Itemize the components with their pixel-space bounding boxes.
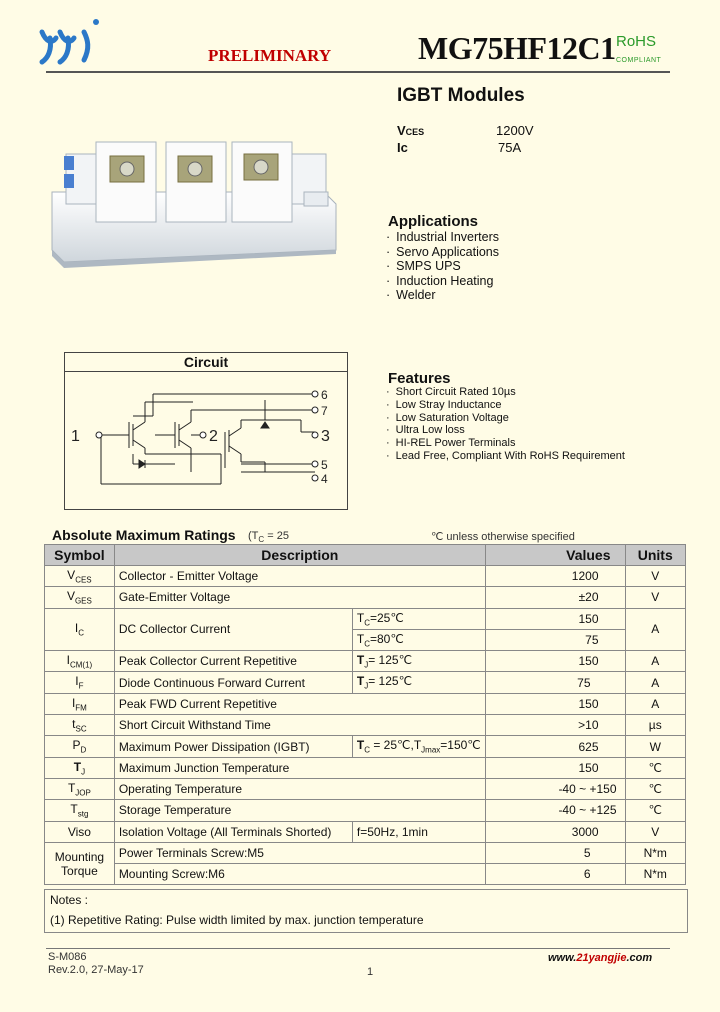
note-item: (1) Repetitive Rating: Pulse width limited by max. junction temperature [50, 913, 424, 927]
description-cell: Short Circuit Withstand Time [114, 715, 485, 736]
applications-list [386, 230, 499, 303]
unit-cell: A [625, 608, 686, 651]
doc-code: S-M086 [48, 951, 87, 963]
condition-cell: f=50Hz, 1min [352, 821, 485, 842]
pin-6-label: 6 [321, 388, 328, 402]
description-cell: DC Collector Current [114, 608, 352, 651]
value-cell: 1200 [485, 566, 625, 587]
pin-3-label: 3 [321, 428, 330, 445]
symbol-cell: $T_J$ [45, 757, 115, 778]
spec-ic-symbol: Ic [397, 140, 408, 155]
list-item: · Industrial Inverters [386, 230, 499, 245]
notes-box [44, 889, 688, 933]
symbol-cell: $I_F$ [45, 672, 115, 693]
list-item: · Ultra Low loss [386, 424, 625, 437]
value-cell: 75 [485, 672, 625, 693]
value-cell: 625 [485, 736, 625, 757]
ratings-condition: ($T_C = 25$ [248, 530, 289, 545]
value-cell: 150 [485, 693, 625, 714]
header-divider [46, 71, 670, 73]
condition-cell: $T_J=$ 125℃ [352, 672, 485, 693]
value-cell: 150 [485, 651, 625, 672]
value-cell: 150 [485, 757, 625, 778]
description-cell: Maximum Junction Temperature [114, 757, 485, 778]
symbol-cell: $T_{JOP}$ [45, 778, 115, 799]
pin-2-label: 2 [209, 428, 218, 445]
circuit-title: Circuit [65, 353, 347, 372]
list-item: · Low Saturation Voltage [386, 412, 625, 425]
pin-7-label: 7 [321, 404, 328, 418]
description-cell: Diode Continuous Forward Current [114, 672, 352, 693]
list-item: · SMPS UPS [386, 259, 499, 274]
value-cell: 6 [485, 864, 625, 885]
list-item: · Low Stray Inductance [386, 399, 625, 412]
pin-4-label: 4 [321, 472, 328, 486]
unit-cell: A [625, 693, 686, 714]
preliminary-label: PRELIMINARY [208, 46, 332, 65]
unit-cell: ℃ [625, 757, 686, 778]
col-description: Description [114, 545, 485, 566]
rohs-mark: RoHS [616, 33, 657, 50]
table-row [45, 715, 686, 736]
pin-1-label: 1 [71, 428, 80, 445]
list-item: · Servo Applications [386, 245, 499, 260]
description-cell: Peak FWD Current Repetitive [114, 693, 485, 714]
value-cell: 5 [485, 842, 625, 863]
table-row [45, 842, 686, 863]
list-item: · Lead Free, Compliant With RoHS Requirement [386, 450, 625, 463]
unit-cell: N*m [625, 864, 686, 885]
page-number: 1 [367, 966, 374, 978]
value-cell: >10 [485, 715, 625, 736]
table-row [45, 693, 686, 714]
table-header-row [45, 545, 686, 566]
description-cell: Operating Temperature [114, 778, 485, 799]
features-title: Features [388, 370, 451, 387]
value-cell: -40 ~ +125 [485, 800, 625, 821]
description-cell: Mounting Screw:M6 [114, 864, 485, 885]
unit-cell: A [625, 651, 686, 672]
product-title: IGBT Modules [397, 85, 525, 106]
ratings-title: Absolute Maximum Ratings [52, 527, 236, 543]
circuit-diagram [65, 372, 347, 508]
unit-cell: µs [625, 715, 686, 736]
notes-title: Notes : [50, 893, 89, 907]
table-row [45, 757, 686, 778]
description-cell: Peak Collector Current Repetitive [114, 651, 352, 672]
spec-vces-value: 1200V [496, 123, 534, 138]
description-cell: Storage Temperature [114, 800, 485, 821]
condition-cell: $T_C$ = $25℃,T_{Jmax}=150℃$ [352, 736, 485, 757]
table-row [45, 821, 686, 842]
description-cell: Gate-Emitter Voltage [114, 587, 485, 608]
description-cell: Collector - Emitter Voltage [114, 566, 485, 587]
symbol-cell: $P_D$ [45, 736, 115, 757]
table-row [45, 800, 686, 821]
spec-vces-symbol: VCES [397, 123, 425, 138]
col-symbol: Symbol [45, 545, 115, 566]
website-link[interactable]: www.21yangjie.com [548, 952, 653, 964]
yangjie-logo [38, 18, 102, 66]
condition-cell: $T_C=25℃$ [352, 608, 485, 629]
table-row [45, 778, 686, 799]
table-row [45, 864, 686, 885]
list-item: · Welder [386, 288, 499, 303]
value-cell: 150 [485, 608, 625, 629]
ratings-table [44, 544, 686, 885]
unit-cell: V [625, 587, 686, 608]
table-row [45, 608, 686, 629]
table-row [45, 672, 686, 693]
unit-cell: V [625, 566, 686, 587]
symbol-cell: $t_{SC}$ [45, 715, 115, 736]
model-number: MG75HF12C1 [418, 30, 616, 66]
condition-cell: $T_C=80℃$ [352, 629, 485, 650]
list-item: · HI-REL Power Terminals [386, 437, 625, 450]
symbol-cell: $V_{CES}$ [45, 566, 115, 587]
footer-divider [46, 948, 670, 949]
list-item: · Short Circuit Rated 10µs [386, 386, 625, 399]
description-cell: Power Terminals Screw:M5 [114, 842, 485, 863]
ratings-condition-note: ℃ unless otherwise specified [431, 531, 575, 543]
unit-cell: ℃ [625, 778, 686, 799]
applications-title: Applications [388, 213, 479, 230]
list-item: · Induction Heating [386, 274, 499, 289]
col-values: Values [485, 545, 625, 566]
unit-cell: A [625, 672, 686, 693]
table-row [45, 651, 686, 672]
symbol-cell: Viso [45, 821, 115, 842]
value-cell: -40 ~ +150 [485, 778, 625, 799]
value-cell: 75 [485, 629, 625, 650]
symbol-cell: $I_C$ [45, 608, 115, 651]
module-photo [44, 122, 344, 272]
col-units: Units [625, 545, 686, 566]
unit-cell: W [625, 736, 686, 757]
symbol-cell: $T_{stg}$ [45, 800, 115, 821]
pin-5-label: 5 [321, 458, 328, 472]
symbol-cell: $I_{FM}$ [45, 693, 115, 714]
unit-cell: ℃ [625, 800, 686, 821]
circuit-box [64, 352, 348, 510]
condition-cell: $T_J=$ 125℃ [352, 651, 485, 672]
table-row [45, 566, 686, 587]
features-list [386, 386, 625, 463]
symbol-cell: $V_{GES}$ [45, 587, 115, 608]
unit-cell: V [625, 821, 686, 842]
symbol-cell: $I_{CM(1)}$ [45, 651, 115, 672]
revision: Rev.2.0, 27-May-17 [48, 964, 144, 976]
table-row [45, 587, 686, 608]
rohs-compliant: COMPLIANT [616, 57, 662, 64]
value-cell: ±20 [485, 587, 625, 608]
description-cell: Maximum Power Dissipation (IGBT) [114, 736, 352, 757]
symbol-cell: Mounting Torque [45, 842, 115, 885]
value-cell: 3000 [485, 821, 625, 842]
table-row [45, 736, 686, 757]
unit-cell: N*m [625, 842, 686, 863]
spec-ic-value: 75A [498, 140, 522, 155]
description-cell: Isolation Voltage (All Terminals Shorted) [114, 821, 352, 842]
